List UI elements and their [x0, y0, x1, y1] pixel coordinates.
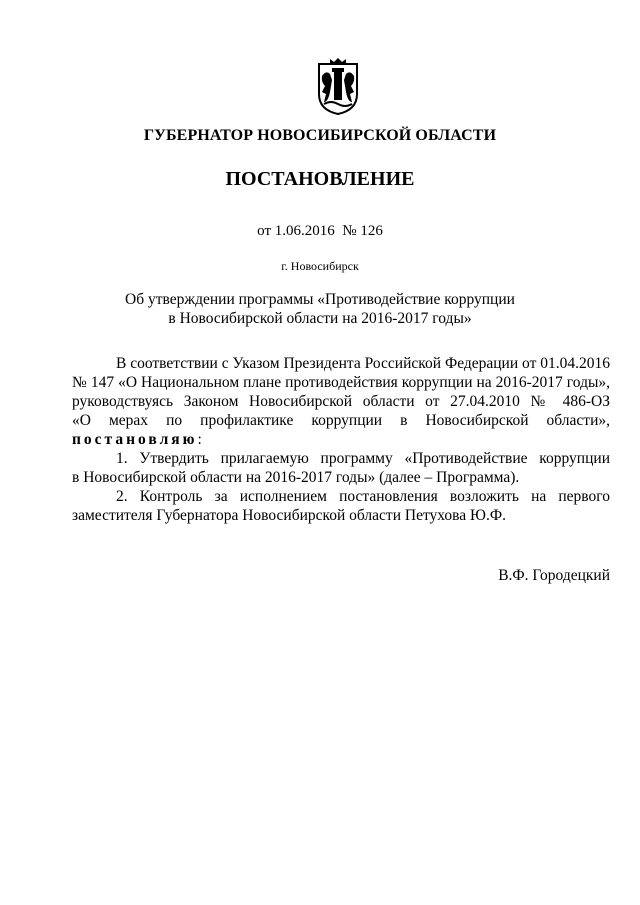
item-1-line: в Новосибирской области на 2016-2017 годы» (далее – Программа).: [72, 469, 520, 486]
subject-line-1: Об утверждении программы «Противодействие коррупции: [125, 291, 515, 308]
item-2-line: заместителя Губернатора Новосибирской области Петухова Ю.Ф.: [72, 507, 506, 524]
document-type: ПОСТАНОВЛЕНИЕ: [225, 168, 415, 190]
body-paragraph-line: В соответствии с Указом Президента Российской Федерации от 01.04.2016: [116, 355, 610, 372]
body-paragraph-line: «О мерах по профилактике коррупции в Новосибирской области»,: [72, 412, 610, 429]
date-number-line: от 1.06.2016 № 126: [257, 223, 383, 239]
body-paragraph-line: руководствуясь Законом Новосибирской области от 27.04.2010 № 486-ОЗ: [72, 393, 610, 410]
document-subject: [0, 290, 640, 328]
item-2-line: 2. Контроль за исполнением постановления возложить на первого: [116, 488, 610, 505]
signature-name: В.Ф. Городецкий: [498, 567, 610, 584]
document-body: [72, 354, 610, 525]
body-paragraph-line: № 147 «О Национальном плане противодействия коррупции на 2016-2017 годы»,: [72, 374, 610, 391]
item-1-line: 1. Утвердить прилагаемую программу «Противодействие коррупции: [116, 450, 610, 467]
decree-word: постановляю: [72, 431, 198, 448]
decree-colon: :: [197, 431, 202, 448]
subject-line-2: в Новосибирской области на 2016-2017 годы»: [168, 310, 472, 327]
authority-title: ГУБЕРНАТОР НОВОСИБИРСКОЙ ОБЛАСТИ: [143, 127, 497, 144]
city-line: г. Новосибирск: [281, 259, 359, 273]
decree-line: [72, 430, 610, 449]
coat-of-arms-icon: [316, 58, 360, 116]
